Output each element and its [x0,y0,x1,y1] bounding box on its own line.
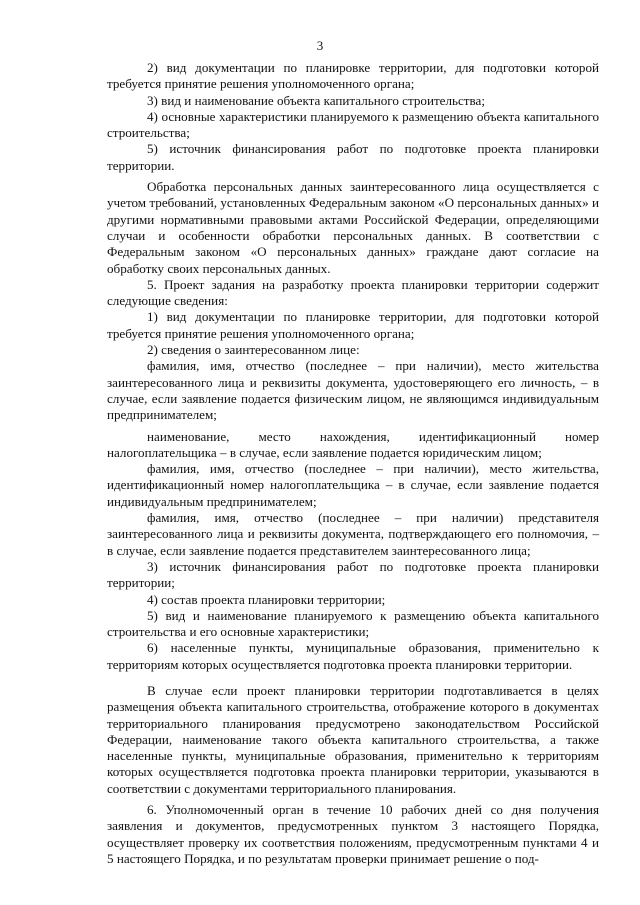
paragraph: 1) вид документации по планировке территории, для подготовки которой требуется принятие решения уполномоченного органа; [107,309,599,341]
paragraph: наименование, место нахождения, идентификационный номер налогоплательщика – в случае, если заявление подается юридическим лицом; [107,428,599,460]
page-number: 3 [316,38,324,53]
paragraph: фамилия, имя, отчество (последнее – при наличии), место жительства заинтересованного лица и реквизиты документа, удостоверяющего его личность, – в случае, если заявление подается физическим лицом, не являющимся индивидуальным предпринимателем; [107,358,599,423]
paragraph: 3) источник финансирования работ по подготовке проекта планировки территории; [107,558,599,591]
paragraph: 3) вид и наименование объекта капитального строительства; [147,92,485,108]
paragraph: 5) источник финансирования работ по подготовке проекта планировки территории. [107,141,599,173]
paragraph: 5. Проект задания на разработку проекта планировки территории содержит следующие сведения: [107,276,599,309]
paragraph: 6) населенные пункты, муниципальные образования, применительно к территориям которых осуществляется подготовка проекта планировки территории. [107,640,599,672]
paragraph: В случае если проект планировки территории подготавливается в целях размещения объекта капитального строительства, отображение которого в документах территориального планирования предусмотрено законодательством Российской Федерации, наименование такого объекта капитального строительства, а также населенные пункты, муниципальные образования, применительно к территориям которых осуществляется подготовка проекта планировки территории, указываются в соответствии с документами территориального планирования. [107,682,599,796]
paragraph: 4) состав проекта планировки территории; [147,591,386,607]
paragraph: 5) вид и наименование планируемого к размещению объекта капитального строительства и его основные характеристики; [107,607,599,640]
paragraph: Обработка персональных данных заинтересованного лица осуществляется с учетом требований, установленных Федеральным законом «О персональных данных» и другими нормативными правовыми актами Российской Федерации, определяющими случаи и особенности обработки персональных данных. В соответствии с Федеральным законом «О персональных данных» граждане дают согласие на обработку своих персональных данных. [107,179,599,276]
paragraph: фамилия, имя, отчество (последнее – при наличии), место жительства, идентификационный номер налогоплательщика – в случае, если заявление подается индивидуальным предпринимателем; [107,461,599,509]
document-body [107,60,599,867]
paragraph: 4) основные характеристики планируемого к размещению объекта капитального строительства; [107,108,599,141]
paragraph: 2) сведения о заинтересованном лице: [147,342,360,358]
paragraph: 2) вид документации по планировке территории, для подготовки которой требуется принятие решения уполномоченного органа; [107,60,599,92]
paragraph: 6. Уполномоченный орган в течение 10 рабочих дней со дня получения заявления и документов, предусмотренных пунктом 3 настоящего Порядка, осуществляет проверку их соответствия положениям, предусмотренным пунктами 4 и 5 настоящего Порядка, и по результатам проверки принимает решение о под- [107,802,599,866]
paragraph: фамилия, имя, отчество (последнее – при наличии) представителя заинтересованного лица и реквизиты документа, подтверждающего его полномочия, – в случае, если заявление подается представителем заинтересованного лица; [107,510,599,558]
